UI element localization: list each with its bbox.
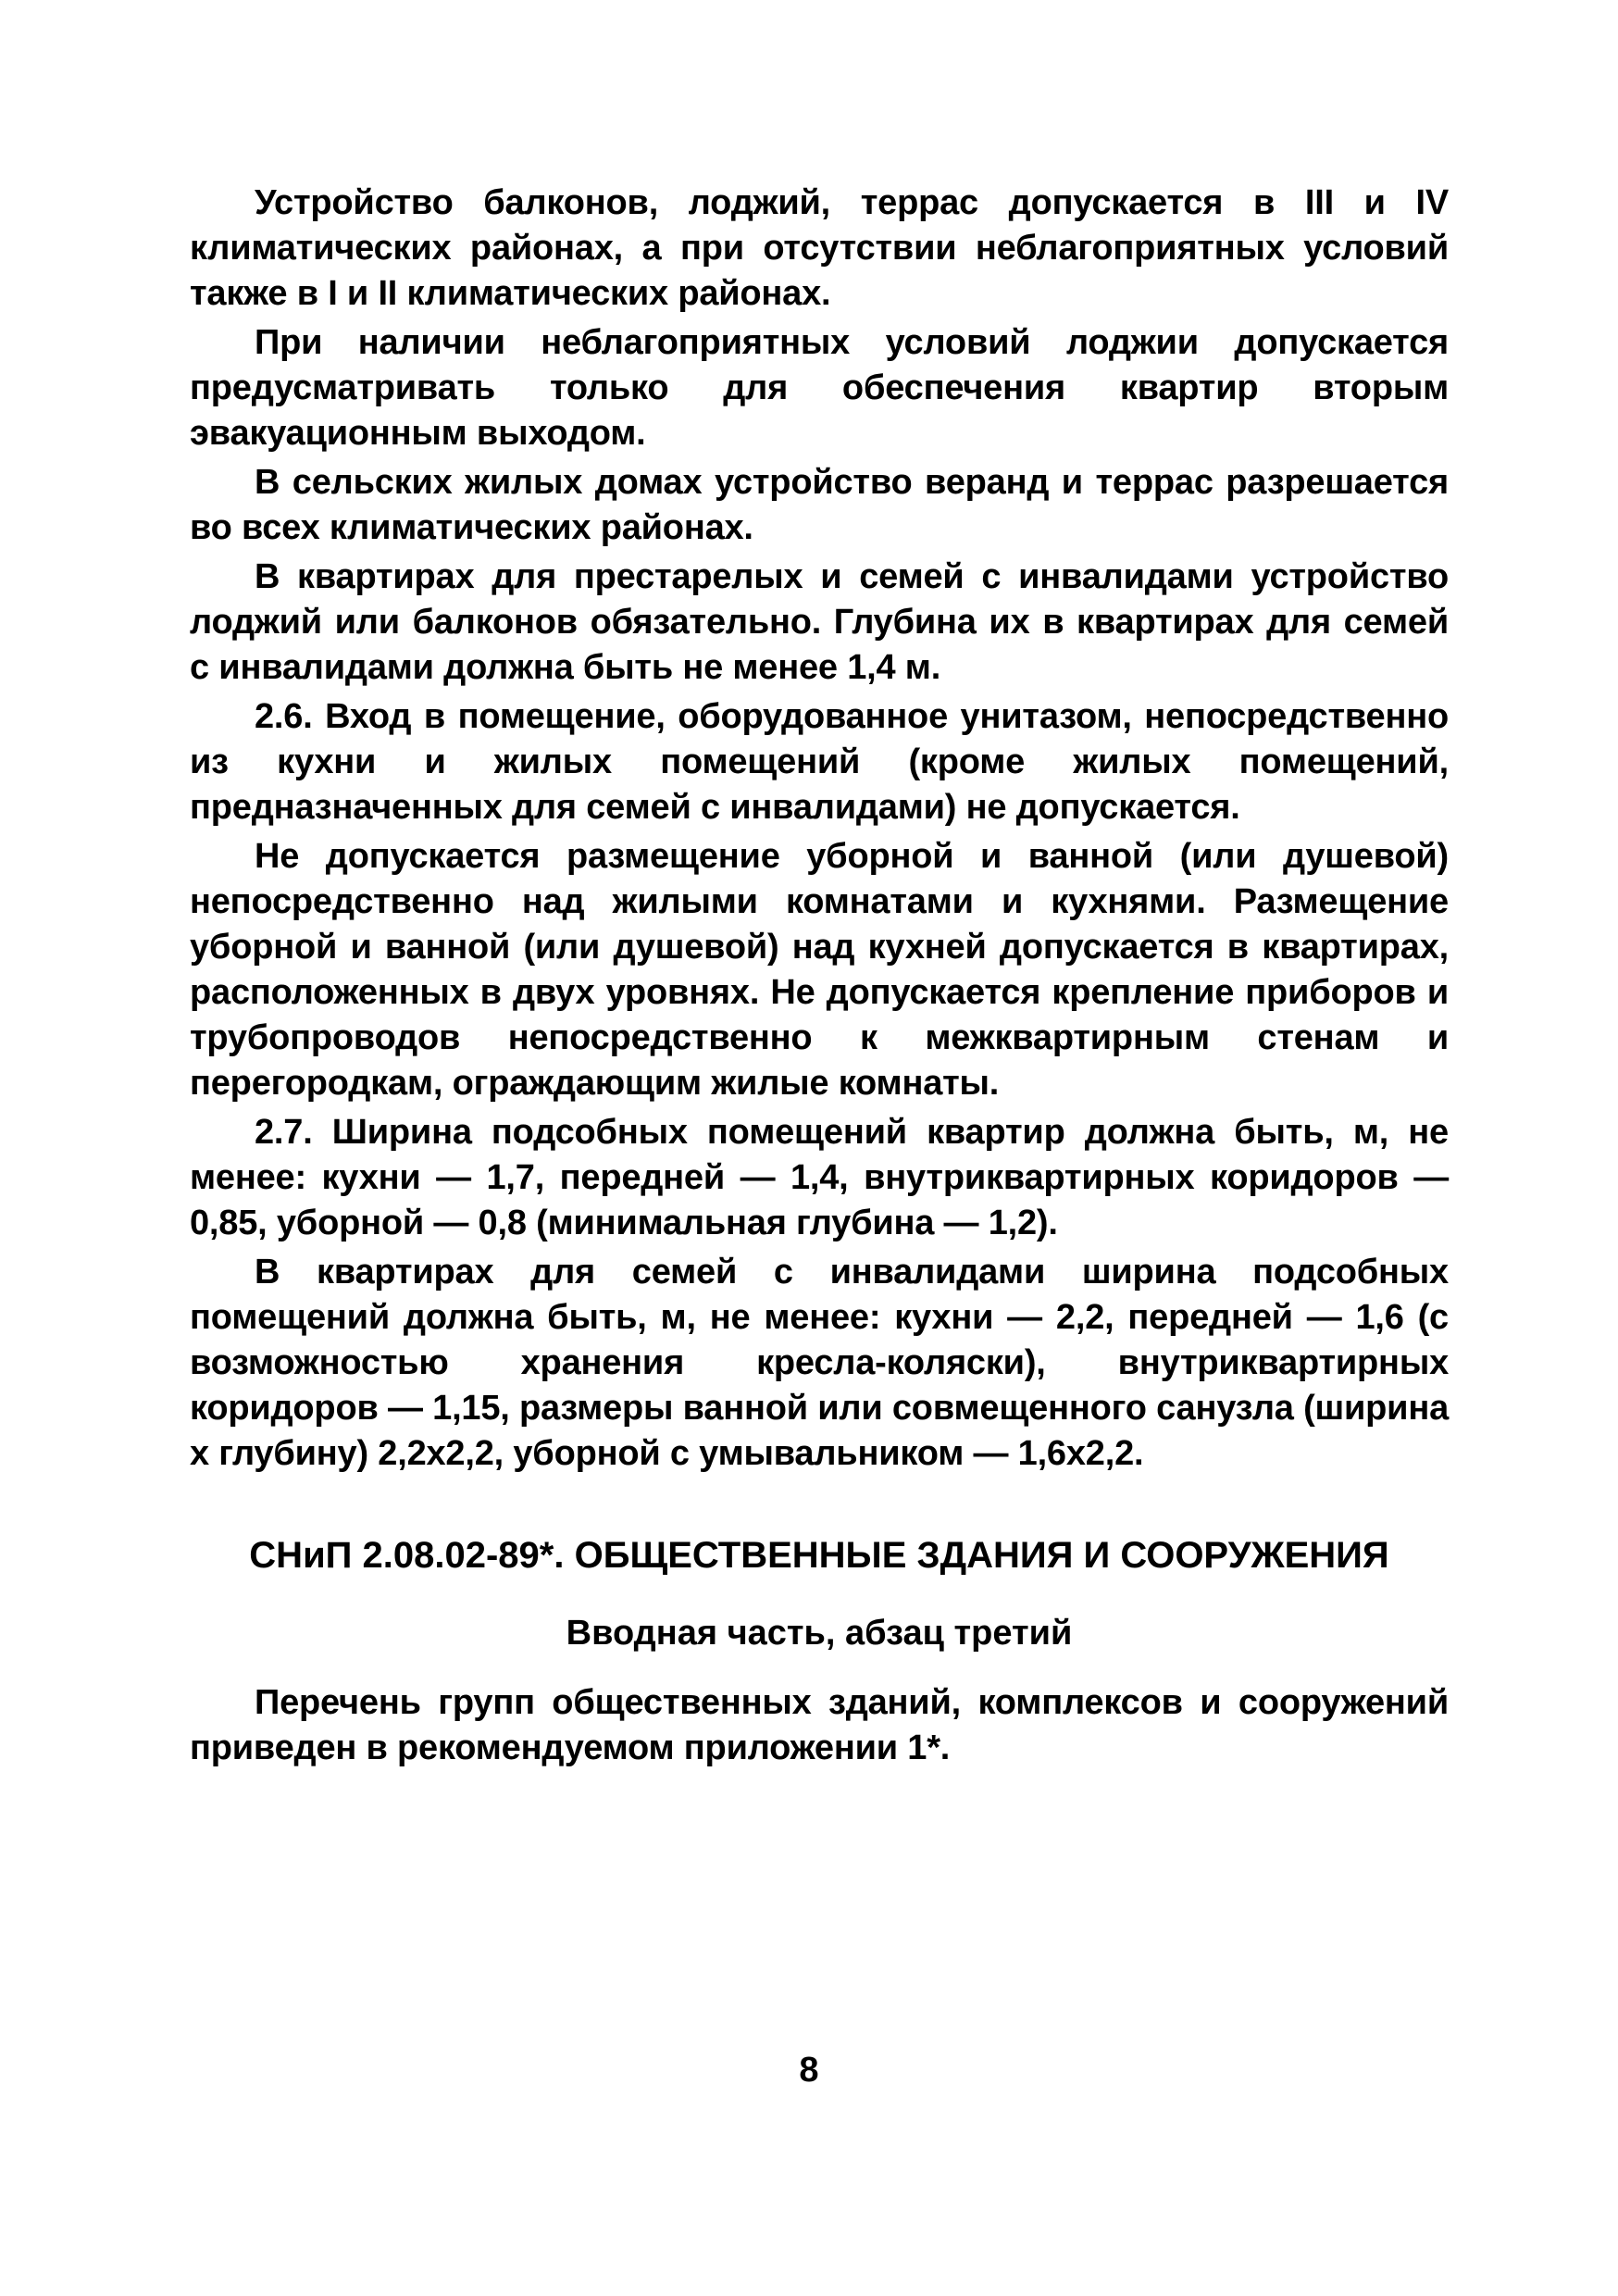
paragraph-disabled-rooms (190, 1250, 1449, 1477)
paragraph-loggias (190, 320, 1449, 456)
section-heading: СНиП 2.08.02-89*. ОБЩЕСТВЕННЫЕ ЗДАНИЯ И СООРУЖЕНИЯ (249, 1535, 1389, 1576)
final-text (190, 1680, 1449, 1775)
paragraph-text: В квартирах для престарелых и семей с инвалидами устройство лоджий или балконов обязательно. Глубина их в квартирах для семей с инвалидами должна быть не менее 1,4 м. (190, 557, 1449, 687)
paragraph-text: Устройство балконов, лоджий, террас допускается в III и IV климатических районах, а при отсутствии неблагоприятных условий также в I и II климатических районах. (190, 183, 1449, 313)
paragraph-text: В сельских жилых домах устройство веранд и террас разрешается во всех климатических районах. (190, 463, 1449, 547)
paragraph-text: При наличии неблагоприятных условий лоджии допускается предусматривать только для обеспечения квартир вторым эвакуационным выходом. (190, 323, 1449, 453)
paragraph-clause-2-6 (190, 694, 1449, 830)
paragraph-text: Ширина подсобных помещений квартир должна быть, м, не менее: кухни — 1,7, передней — 1,4, внутриквартирных коридоров — 0,85, уборной — 0,8 (минимальная глубина — 1,2). (190, 1113, 1449, 1242)
clause-number: 2.6. (255, 697, 313, 736)
paragraph-text: Вход в помещение, оборудованное унитазом, непосредственно из кухни и жилых помещений (кроме жилых помещений, предназначенных для семей с инвалидами) не допускается. (190, 697, 1449, 827)
page-number: 8 (799, 2051, 819, 2090)
paragraph-appendix-reference: Перечень групп общественных зданий, комплексов и сооружений приведен в рекомендуемом приложении 1*. (190, 1683, 1449, 1767)
paragraph-text: В квартирах для семей с инвалидами ширина подсобных помещений должна быть, м, не менее: кухни — 2,2, передней — 1,6 (с возможностью хранения кресла-коляски), внутриквартирных коридоров — 1,15, размеры ванной или совмещенного санузла (ширина х глубину) 2,2х2,2, уборной с умывальником — 1,6х2,2. (190, 1253, 1450, 1473)
body-text (190, 181, 1449, 1480)
paragraph-balconies (190, 181, 1449, 317)
clause-number: 2.7. (255, 1113, 313, 1152)
paragraph-elderly-apartments (190, 555, 1449, 691)
paragraph-rural-houses (190, 460, 1449, 551)
paragraph-text: Не допускается размещение уборной и ванной (или душевой) непосредственно над жилыми комнатами и кухнями. Размещение уборной и ванной (или душевой) над кухней допускается в квартирах, расположенных в двух уровнях. Не допускается крепление приборов и трубопроводов непосредственно к межквартирным стенам и перегородкам, ограждающим жилые комнаты. (190, 837, 1449, 1103)
paragraph-toilet-placement (190, 834, 1449, 1106)
sub-heading: Вводная часть, абзац третий (566, 1614, 1073, 1653)
paragraph-clause-2-7 (190, 1110, 1449, 1246)
